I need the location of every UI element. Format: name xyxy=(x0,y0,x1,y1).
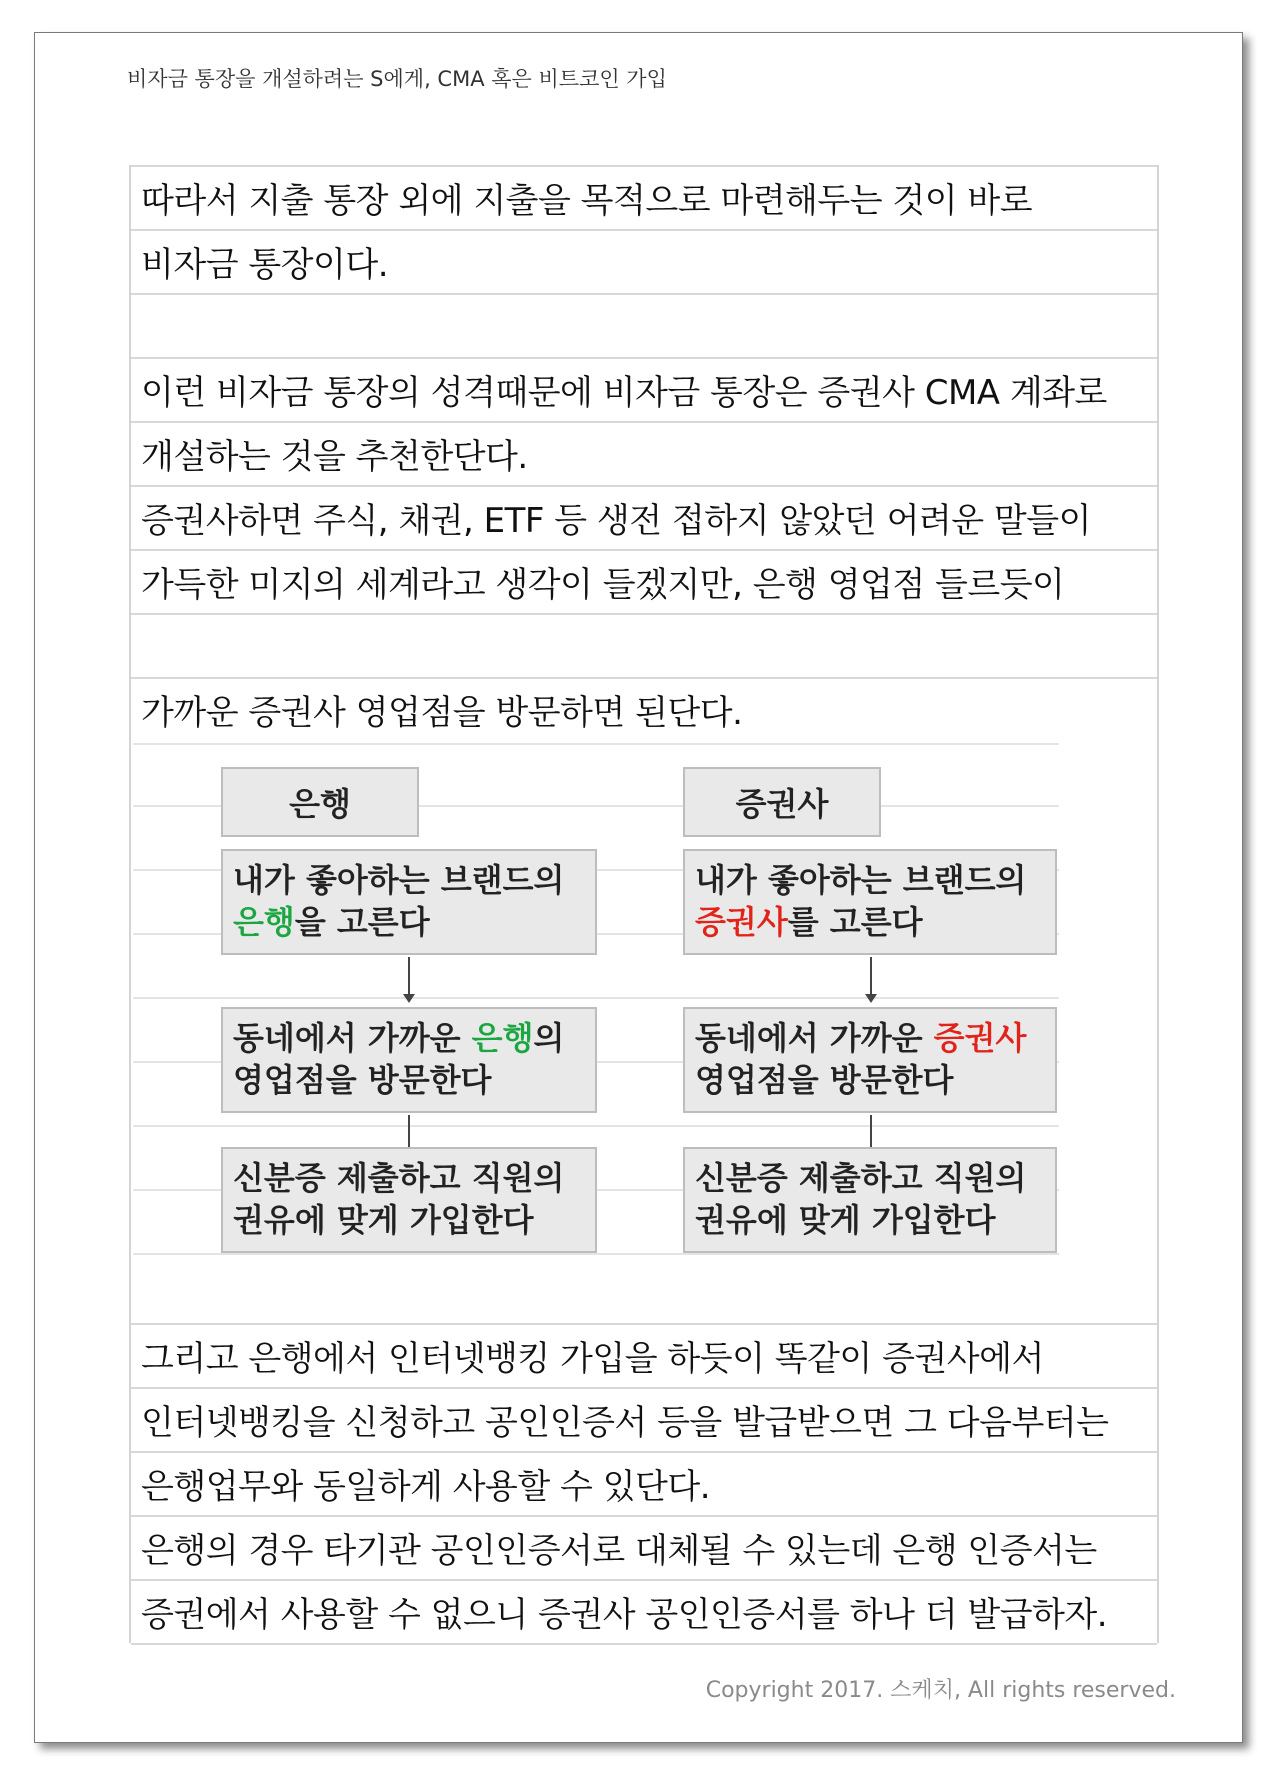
document-page xyxy=(34,32,1243,1743)
text-line: 이런 비자금 통장의 성격때문에 비자금 통장은 증권사 CMA 계좌로 xyxy=(131,357,1157,421)
securities-step-choose: 내가 좋아하는 브랜드의 증권사를 고른다 xyxy=(683,849,1057,955)
text-line: 인터넷뱅킹을 신청하고 공인인증서 등을 발급받으면 그 다음부터는 xyxy=(131,1387,1157,1451)
securities-column-header: 증권사 xyxy=(683,767,881,837)
bank-step-signup: 신분증 제출하고 직원의 권유에 맞게 가입한다 xyxy=(221,1147,597,1253)
lined-notebook xyxy=(129,165,1159,1643)
securities-step-signup: 신분증 제출하고 직원의 권유에 맞게 가입한다 xyxy=(683,1147,1057,1253)
securities-arrow-1 xyxy=(870,957,872,1001)
text-line: 개설하는 것을 추천한단다. xyxy=(131,421,1157,485)
securities-highlight: 증권사 xyxy=(933,1019,1027,1057)
text-line: 가득한 미지의 세계라고 생각이 들겠지만, 은행 영업점 들르듯이 xyxy=(131,549,1157,613)
text-line: 그리고 은행에서 인터넷뱅킹 가입을 하듯이 똑같이 증권사에서 xyxy=(131,1323,1157,1387)
page-header-title: 비자금 통장을 개설하려는 S에게, CMA 혹은 비트코인 가입 xyxy=(127,67,667,91)
bank-highlight: 은행 xyxy=(471,1019,534,1057)
bank-highlight: 은행 xyxy=(233,903,295,941)
text-line: 증권사하면 주식, 채권, ETF 등 생전 접하지 않았던 어려운 말들이 xyxy=(131,485,1157,549)
text-line: 은행의 경우 타기관 공인인증서로 대체될 수 있는데 은행 인증서는 xyxy=(131,1515,1157,1579)
text-line-empty xyxy=(131,613,1157,677)
bank-column-header: 은행 xyxy=(221,767,419,837)
comparison-flowchart xyxy=(133,743,1059,1323)
text-line: 은행업무와 동일하게 사용할 수 있단다. xyxy=(131,1451,1157,1515)
text-line: 증권에서 사용할 수 없으니 증권사 공인인증서를 하나 더 발급하자. xyxy=(131,1579,1157,1645)
text-line: 가까운 증권사 영업점을 방문하면 된단다. xyxy=(131,677,1157,741)
text-line: 비자금 통장이다. xyxy=(131,229,1157,293)
copyright-footer: Copyright 2017. 스케치, All rights reserved. xyxy=(705,1678,1176,1703)
text-line-empty xyxy=(131,293,1157,357)
securities-highlight: 증권사 xyxy=(695,903,788,941)
text-line: 따라서 지출 통장 외에 지출을 목적으로 마련해두는 것이 바로 xyxy=(131,165,1157,229)
securities-step-visit: 동네에서 가까운 증권사 영업점을 방문한다 xyxy=(683,1007,1057,1113)
bank-step-visit: 동네에서 가까운 은행의 영업점을 방문한다 xyxy=(221,1007,597,1113)
bank-step-choose: 내가 좋아하는 브랜드의 은행을 고른다 xyxy=(221,849,597,955)
bank-arrow-1 xyxy=(408,957,410,1001)
